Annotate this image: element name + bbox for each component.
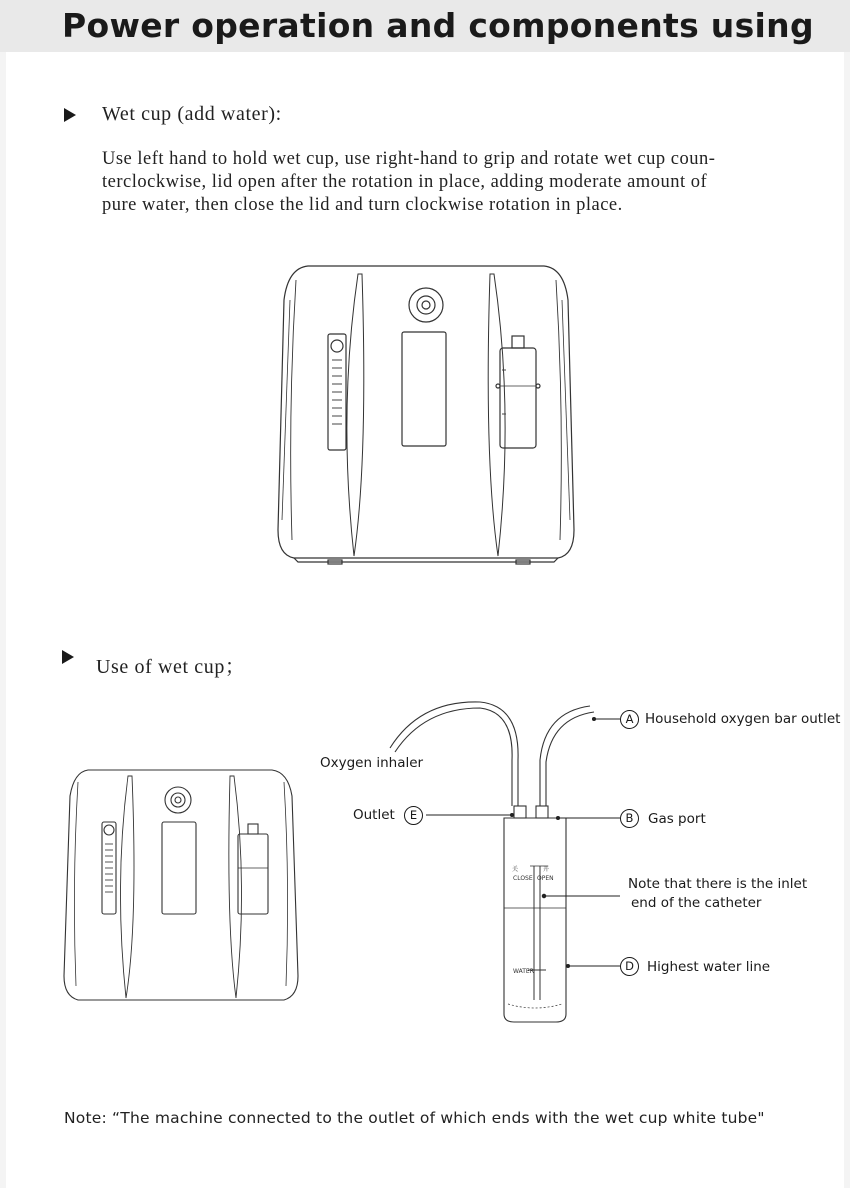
- cup-water-label: WATER: [513, 968, 534, 975]
- callout-d-circle: D: [620, 957, 639, 976]
- wet-cup-diagram: [0, 690, 850, 1030]
- gas-port: [536, 806, 548, 818]
- callout-b-text: Gas port: [648, 811, 706, 827]
- bullet-arrow-icon: [62, 650, 74, 664]
- oxygen-concentrator-illustration: [268, 260, 584, 570]
- callout-b-circle: B: [620, 809, 639, 828]
- callout-a-text: Household oxygen bar outlet: [645, 711, 841, 727]
- cup-open-label: OPEN: [537, 875, 554, 882]
- oxygen-inhaler-tube: [390, 702, 518, 806]
- outlet-label: Outlet: [353, 807, 395, 823]
- wet-cup-body: [504, 818, 566, 1022]
- callout-note-line1: Note that there is the inlet: [628, 876, 808, 892]
- body-line: Use left hand to hold wet cup, use right-hand to grip and rotate wet cup coun-: [102, 149, 716, 169]
- cup-close-label: CLOSE: [513, 875, 533, 882]
- page-title: Power operation and components using: [62, 6, 814, 45]
- section-body-wet-cup-add-water: [102, 148, 802, 217]
- footer-note: Note: “The machine connected to the outlet of which ends with the wet cup white tube": [64, 1109, 765, 1127]
- oxygen-inhaler-label: Oxygen inhaler: [320, 755, 424, 771]
- body-line: pure water, then close the lid and turn clockwise rotation in place.: [102, 195, 623, 215]
- section-title-wet-cup-add-water: Wet cup (add water):: [102, 103, 282, 125]
- bullet-arrow-icon: [64, 108, 76, 122]
- callout-note-line2: end of the catheter: [631, 895, 762, 911]
- callout-d-text: Highest water line: [647, 959, 771, 975]
- outlet-port: [514, 806, 526, 818]
- callout-e-circle: E: [404, 806, 423, 825]
- body-line: terclockwise, lid open after the rotation in place, adding moderate amount of: [102, 172, 708, 192]
- section-title-use-of-wet-cup: Use of wet cup；: [96, 656, 246, 678]
- callout-a-circle: A: [620, 710, 639, 729]
- cup-close-cn: 关: [512, 866, 519, 873]
- cup-open-cn: 开: [543, 866, 550, 873]
